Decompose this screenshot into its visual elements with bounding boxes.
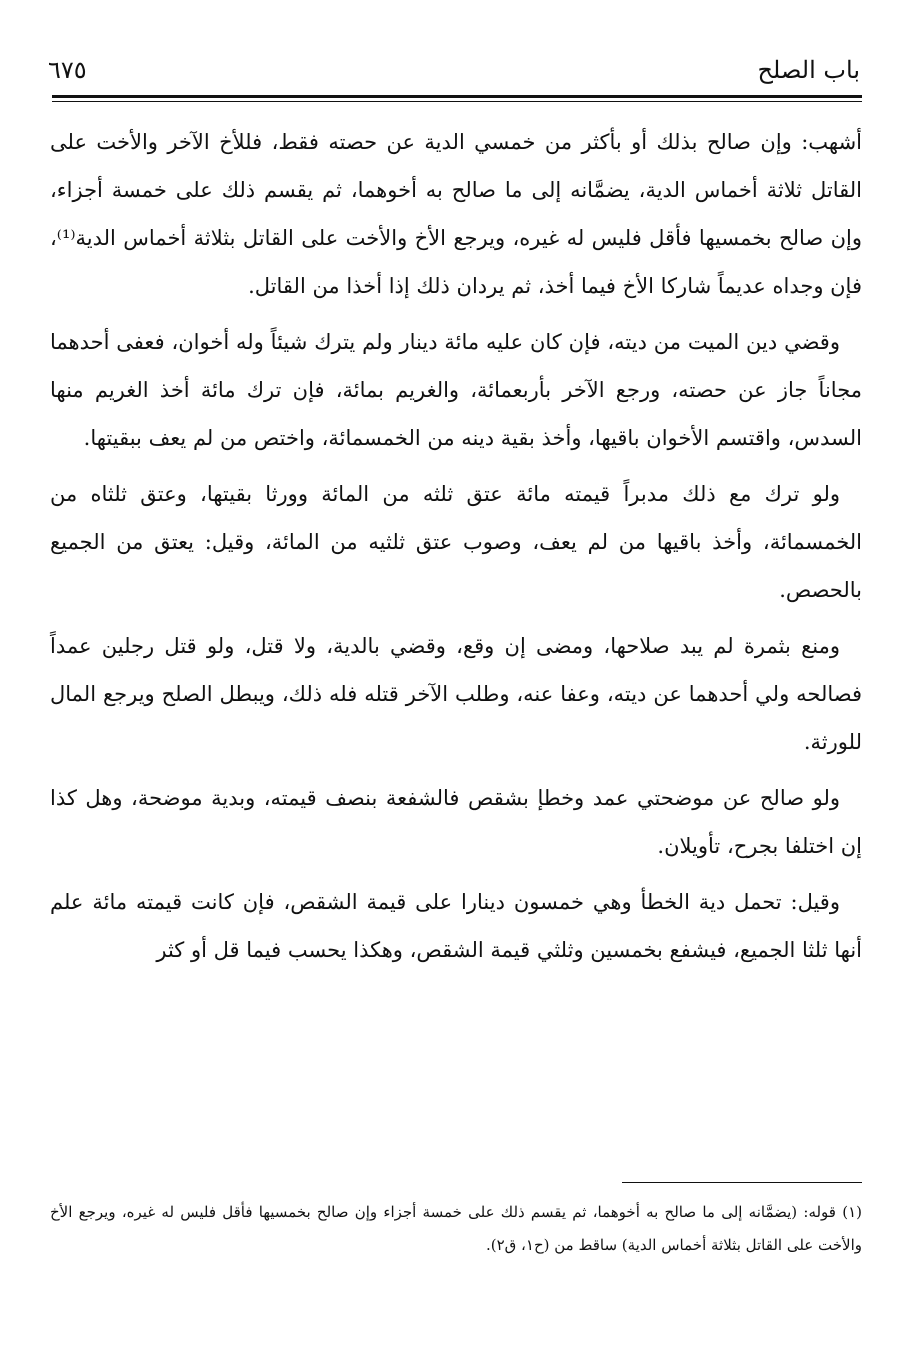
header-rule-thick xyxy=(52,95,862,98)
header-rule-thin xyxy=(52,101,862,102)
main-text xyxy=(50,118,862,982)
paragraph: ومنع بثمرة لم يبد صلاحها، ومضى إن وقع، وقضي بالدية، ولا قتل، ولو قتل رجلين عمداً فصالحه ولي أحدهما عن ديته، وعفا عنه، وطلب الآخر قتله فله ذلك، ويبطل الصلح ويرجع المال للورثة. xyxy=(50,634,862,754)
footnotes xyxy=(50,1196,862,1262)
chapter-title: باب الصلح xyxy=(757,56,860,84)
paragraph: وقضي دين الميت من ديته، فإن كان عليه مائة دينار ولم يترك شيئاً وله أخوان، فعفى أحدهما مجاناً جاز عن حصته، ورجع الآخر بأربعمائة، والغريم بمائة، فإن ترك مائة أخذ الغريم منها السدس، واقتسم الأخوان باقيها، وأخذ بقية دينه من الخمسمائة، واختص من لم يعف ببقيتها. xyxy=(50,330,862,450)
footnote: (١) قوله: (يضمَّانه إلى ما صالح به أخوهما، ثم يقسم ذلك على خمسة أجزاء وإن صالح بخمسيها فأقل فليس له غيره، ويرجع الأخ والأخت على القاتل بثلاثة أخماس الدية) ساقط من (ح١، ق٢). xyxy=(50,1203,862,1254)
paragraph: أشهب: وإن صالح بذلك أو بأكثر من خمسي الدية عن حصته فقط، فللأخ الآخر والأخت على القاتل ثلاثة أخماس الدية، يضمَّانه إلى ما صالح به أخوهما، ثم يقسم ذلك على خمسة أجزاء، وإن صالح بخمسيها فأقل فليس له غيره، ويرجع الأخ والأخت على القاتل بثلاثة أخماس الدية⁽¹⁾، فإن وجداه عديماً شاركا الأخ فيما أخذ، ثم يردان ذلك إذا أخذا من القاتل. xyxy=(50,130,862,298)
running-header xyxy=(48,52,860,92)
footnote-separator xyxy=(622,1182,862,1183)
paragraph: ولو صالح عن موضحتي عمد وخطإ بشقص فالشفعة بنصف قيمته، وبدية موضحة، وهل كذا إن اختلفا بجرح، تأويلان. xyxy=(50,786,862,858)
page-number: ٦٧٥ xyxy=(48,56,87,84)
paragraph: وقيل: تحمل دية الخطأ وهي خمسون دينارا على قيمة الشقص، فإن كانت قيمته مائة علم أنها ثلثا الجميع، فيشفع بخمسين وثلثي قيمة الشقص، وهكذا يحسب فيما قل أو كثر xyxy=(50,890,862,962)
paragraph: ولو ترك مع ذلك مدبراً قيمته مائة عتق ثلثه من المائة وورثا بقيتها، وعتق ثلثاه من الخمسمائة، وأخذ باقيها من لم يعف، وصوب عتق ثلثيه من المائة، وقيل: يعتق من الجميع بالحصص. xyxy=(50,482,862,602)
